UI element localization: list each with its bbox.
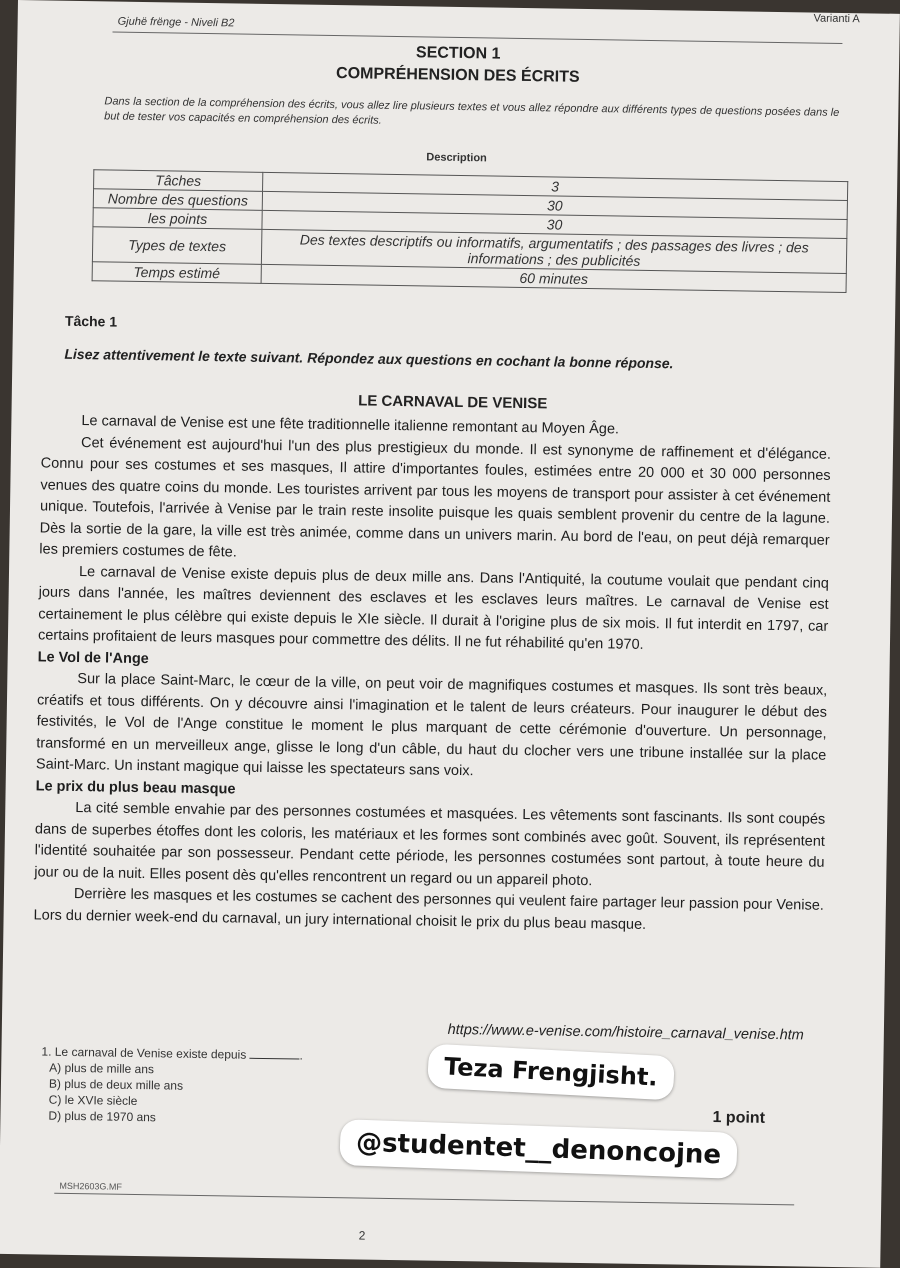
table-cell-value: 3 [263, 172, 848, 200]
variant-label: Varianti A [813, 12, 860, 26]
table-cell-label: Temps estimé [92, 262, 261, 284]
footer-code: MSH2603G.MF [59, 1180, 122, 1192]
table-cell-value: 30 [262, 191, 847, 219]
option-c[interactable]: C) le XVIe siècle [48, 1092, 138, 1109]
table-cell-label: Nombre des questions [93, 189, 262, 211]
table-cell-label: Types de textes [92, 227, 262, 265]
option-d[interactable]: D) plus de 1970 ans [48, 1108, 156, 1125]
question-points: 1 point [712, 1109, 766, 1127]
table-cell-label: les points [93, 208, 262, 230]
table-cell-label: Tâches [94, 170, 263, 192]
section-intro: Dans la section de la compréhension des écrits, vous allez lire plusieurs textes et vous allez répondre aux différents types de questions posées dans le but de tester vos capacités en compréhension des écrits. [104, 95, 840, 127]
article-body [33, 410, 831, 938]
table-cell-value: 30 [262, 210, 847, 238]
option-a[interactable]: A) plus de mille ans [49, 1060, 155, 1077]
exam-header: Gjuhë frënge - Niveli B2 [117, 15, 235, 30]
article-title: LE CARNAVAL DE VENISE [358, 392, 548, 413]
table-cell-value: Des textes descriptifs ou informatifs, argumentatifs ; des passages des livres ; des informations ; des publicités [261, 229, 846, 273]
question-1: 1. Le carnaval de Venise existe depuis . A) plus de mille ans B) plus de deux mille ans C) le XVIe siècle D) plus de 1970 ans [40, 1043, 303, 1127]
table-cell-value: 60 minutes [261, 264, 846, 292]
description-table [92, 169, 849, 293]
subheading: Le prix du plus beau masque [35, 777, 236, 798]
task-instruction: Lisez attentivement le texte suivant. Répondez aux questions en cochant la bonne réponse. [64, 345, 674, 372]
paragraph: Derrière les masques et les costumes se cachent des personnes qui veulent faire partager leur passion pour Venise. Lors du dernier week-end du carnaval, un jury international choisit le prix du plus beau masque. [33, 885, 824, 933]
task-label: Tâche 1 [64, 312, 118, 330]
footer-divider [54, 1193, 794, 1206]
paragraph: Le carnaval de Venise est une fête traditionnelle italienne remontant au Moyen Âge. [81, 413, 620, 438]
sticker-title: Teza Frengjisht. [427, 1044, 675, 1101]
description-title: Description [426, 151, 487, 165]
paragraph: Cet événement est aujourd'hui l'un des plus prestigieux du monde. Il est synonyme de raffinement et d'élégance. Connu pour ses costumes et ses masques, Il attire d'importantes foules, estimées entre 20 000 et 30 000 personnes venues des quatre coins du monde. Les touristes arrivent par tous les moyens de transport pour assister à cet événement unique. Toutefois, l'arrivée à Venise par le train reste insolite puisque les quais semblent provenir du centre de la lagune. Dès la sortie de la gare, la ville est très animée, comme dans un univers marin. Au bord de l'eau, on peut déjà remarquer les premiers costumes de fête. [39, 434, 832, 561]
section-title: COMPRÉHENSION DES ÉCRITS [335, 65, 580, 86]
source-url: https://www.e-venise.com/histoire_carnaval_venise.htm [447, 1021, 804, 1044]
answer-blank[interactable] [250, 1058, 300, 1060]
page-number: 2 [358, 1228, 366, 1243]
option-b[interactable]: B) plus de deux mille ans [48, 1076, 184, 1093]
sticker-handle: @studentet__denoncojne [339, 1119, 737, 1179]
paragraph: La cité semble envahie par des personnes costumées et masquées. Les vêtements sont fascinants. Ils sont coupés dans de superbes étoffes dont les coloris, les matériaux et les formes sont combinés avec goût. Souvent, ils représentent l'identité souhaitée par son possesseur. Pendant cette période, les personnes costumées sont partout, à toute heure du jour ou de la nuit. Elles posent dès qu'elles rencontrent un regard ou un appareil photo. [34, 800, 826, 889]
question-text: 1. Le carnaval de Venise existe depuis [41, 1044, 247, 1062]
section-number: SECTION 1 [415, 44, 501, 63]
paragraph: Le carnaval de Venise existe depuis plus de deux mille ans. Dans l'Antiquité, la coutume voulait que pendant cinq jours dans l'année, les maîtres deviennent des esclaves et les esclaves leurs maîtres. Le carnaval de Venise est certainement le plus célèbre qui existe depuis le XIe siècle. Il durait à l'origine plus de six mois. Il fut interdit en 1797, car certains profitaient de leurs masques pour commettre des délits. Il ne fut réhabilité qu'en 1970. [37, 563, 830, 653]
paragraph: Sur la place Saint-Marc, le cœur de la ville, on peut voir de magnifiques costumes et masques. Ils sont très beaux, créatifs et tous différents. On y découvre ainsi l'imagination et le talent de leurs créateurs. Pour inaugurer le début des festivités, le Vol de l'Ange constitue le moment le plus marquant de cette cérémonie d'ouverture. Un personnage, transformé en un merveilleux ange, glisse le long d'un câble, du haut du clocher vers une tribune installée sur la place Saint-Marc. Un instant magique qui laisse les spectateurs sans voix. [35, 671, 828, 780]
subheading: Le Vol de l'Ange [37, 648, 149, 667]
